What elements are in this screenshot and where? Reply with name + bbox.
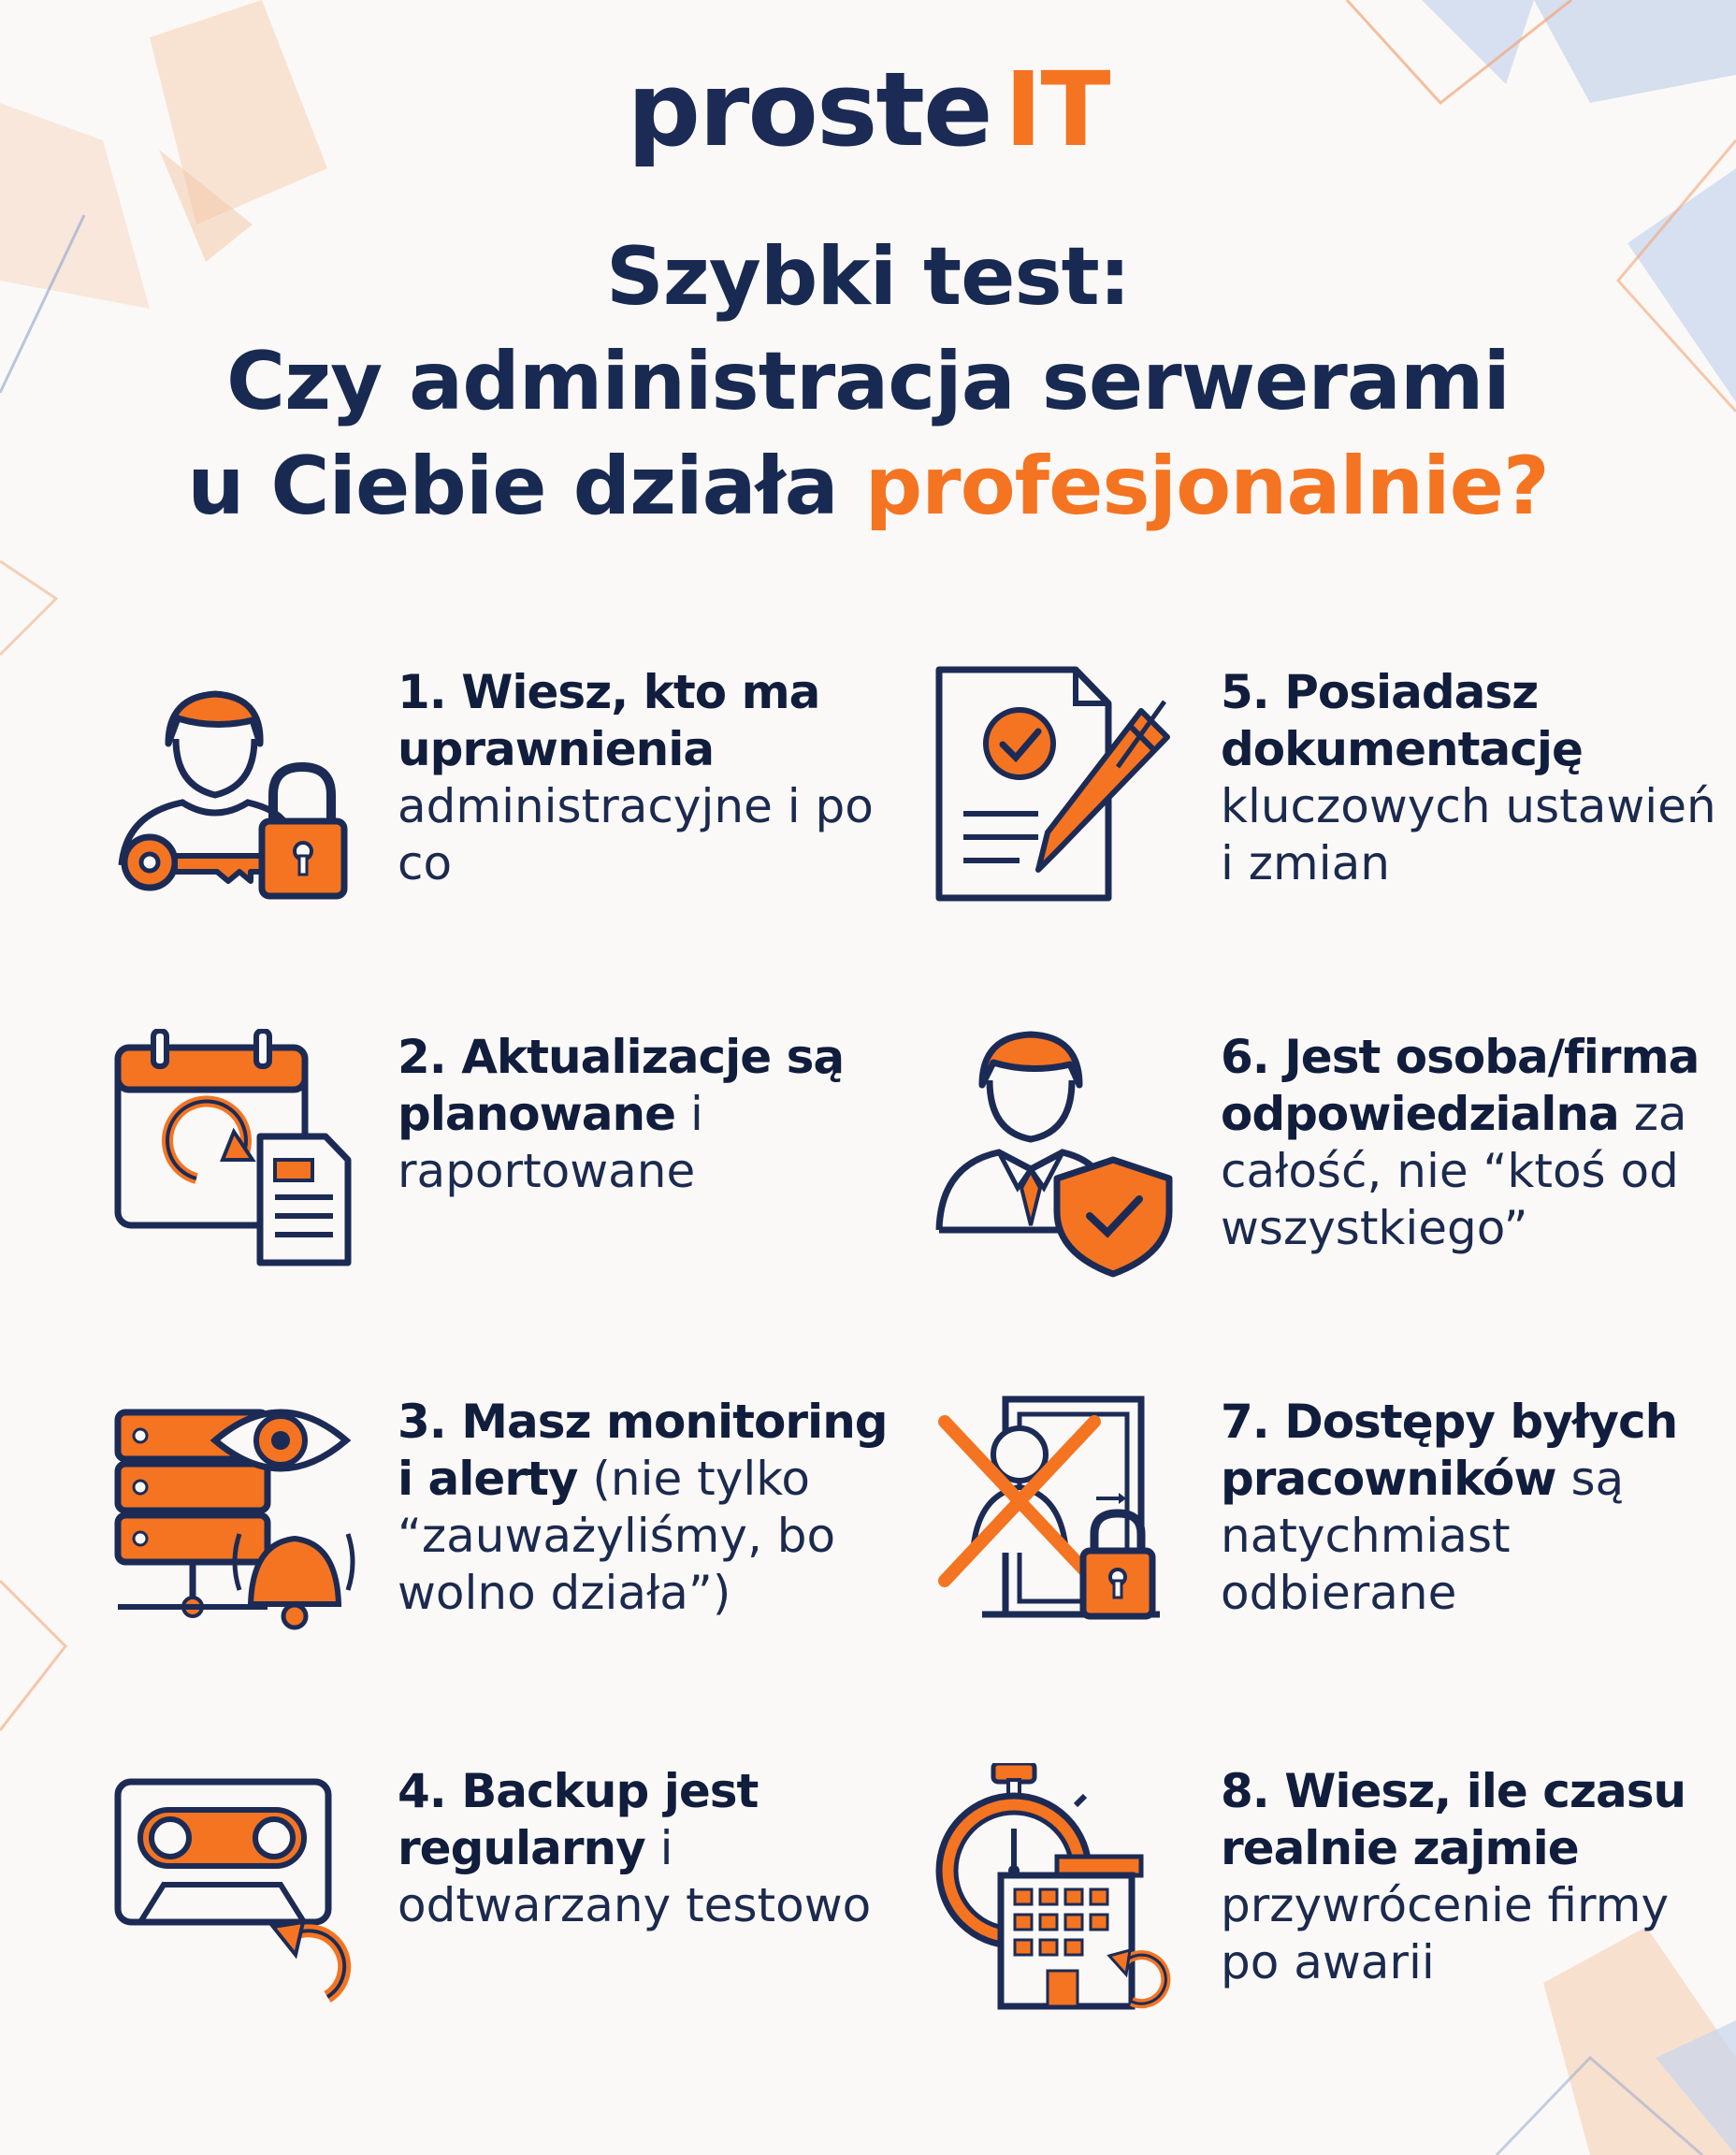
checklist-item-8-text [1221,1763,1736,1991]
checklist-item-4-text [398,1763,917,1934]
item-1-normal: administracyjne i po co [398,779,874,890]
document-check-pen-icon [935,664,1188,917]
checklist-item-2 [112,1029,917,1291]
page-title [0,224,1736,539]
item-8-bold: 8. Wiesz, ile czasu realnie zajmie [1221,1764,1686,1875]
checklist-item-7 [935,1394,1736,1656]
item-4-bold: 4. Backup jest regularny [398,1764,759,1875]
item-2-bold: 2. Aktualizacje są planowane [398,1030,845,1141]
checklist-item-6 [935,1029,1736,1291]
checklist-item-3 [112,1394,917,1656]
checklist-item-8 [935,1763,1736,2025]
item-3-normal: (nie tylko “zauważyliśmy, bo wolno działa”) [398,1452,836,1620]
person-shield-icon [935,1029,1188,1281]
checklist-item-5 [935,664,1736,926]
checklist-item-5-text [1221,664,1736,892]
logo-accent-text: IT [1004,50,1109,169]
title-line-3 [0,434,1736,539]
item-5-normal: kluczowych ustawień i zmian [1221,779,1716,890]
tape-restore-icon [112,1763,365,2016]
title-line-2: Czy administracja serwerami [226,335,1510,428]
item-6-bold: 6. Jest osoba/firma odpowiedzialna [1221,1030,1700,1141]
item-8-normal: przywrócenie firmy po awarii [1221,1878,1670,1989]
title-line-1: Szybki test: [605,230,1131,324]
logo-main-text: proste [627,50,991,169]
checklist-item-2-text [398,1029,917,1200]
item-7-bold: 7. Dostępy byłych pracowników [1221,1395,1678,1506]
server-eye-bell-icon [112,1394,365,1646]
item-4-normal: i odtwarzany testowo [398,1821,872,1932]
item-1-bold: 1. Wiesz, kto ma uprawnienia [398,665,820,776]
title-accent-word: profesjonalnie? [864,440,1549,533]
item-2-normal: i raportowane [398,1087,703,1198]
checklist-item-7-text [1221,1394,1736,1622]
checklist-item-4 [112,1763,917,2025]
door-crossed-person-lock-icon [935,1394,1188,1646]
checklist-item-3-text [398,1394,917,1622]
user-key-lock-icon [112,664,365,917]
item-7-normal: są natychmiast odbierane [1221,1452,1625,1620]
checklist-item-1-text [398,664,917,892]
title-line-3-part1: u Ciebie działa [187,440,838,533]
stopwatch-building-restore-icon [935,1763,1188,2016]
logo [0,49,1736,170]
calendar-refresh-report-icon [112,1029,365,1281]
item-6-normal: za całość, nie “ktoś od wszystkiego” [1221,1087,1687,1255]
item-3-bold: 3. Masz monitoring i alerty [398,1395,888,1506]
checklist-item-6-text [1221,1029,1736,1257]
item-5-bold: 5. Posiadasz dokumentację [1221,665,1583,776]
checklist-item-1 [112,664,917,926]
